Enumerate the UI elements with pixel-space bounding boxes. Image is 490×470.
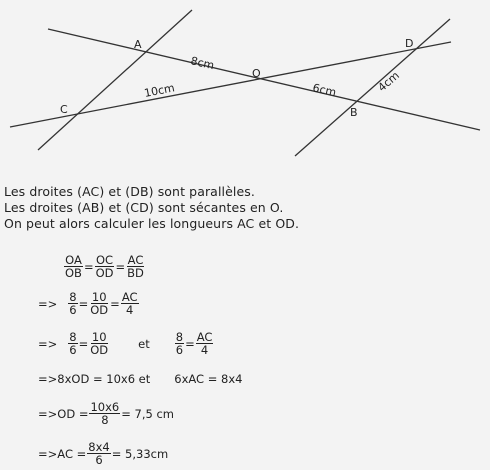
point-O-label: O (252, 67, 261, 80)
fraction: $\frac{OA}{OB}$ (65, 253, 82, 280)
fraction: $\frac{10}{OD}$ (90, 290, 109, 317)
fraction: $\frac{10x6}{8}$ (90, 400, 120, 427)
point-D-label: D (405, 37, 414, 50)
geometry-figure (0, 0, 490, 180)
fraction: $\frac{OC}{OD}$ (95, 253, 114, 280)
implies-arrow: => (38, 336, 58, 351)
line-AC (38, 10, 192, 150)
text-line-3: On peut alors calculer les longueurs AC et OD. (4, 216, 300, 231)
equation-OD-result: => OD = $\frac{10x6}{8}$ = 7,5 cm (38, 400, 175, 427)
equation-substitution: => $\frac{8}{6}$ = $\frac{10}{OD}$ = $\frac{AC}{4}$ (38, 290, 138, 317)
equation-split: => $\frac{8}{6}$ = $\frac{10}{OD}$ et $\frac{8}{6}$ = $\frac{AC}{4}$ (38, 330, 213, 357)
text-line-2: Les droites (AB) et (CD) sont sécantes en O. (4, 200, 284, 215)
fraction: $\frac{AC}{4}$ (121, 290, 138, 317)
line-AB (48, 29, 480, 130)
equation-cross-product: => 8xOD = 10x6 et 6xAC = 8x4 (38, 372, 243, 386)
implies-arrow: => (38, 372, 58, 386)
length-AO-label: 8cm (189, 54, 216, 73)
fraction: $\frac{AC}{BD}$ (127, 253, 144, 280)
point-A-label: A (134, 38, 142, 51)
point-B-label: B (350, 106, 358, 119)
length-CO-label: 10cm (143, 81, 176, 100)
equation-thales-ratios: $\frac{OA}{OB}$ = $\frac{OC}{OD}$ = $\frac{AC}{BD}$ (65, 253, 144, 280)
implies-arrow: => (38, 296, 58, 311)
fraction: $\frac{8}{6}$ (175, 330, 184, 357)
text-line-1: Les droites (AC) et (DB) sont parallèles. (4, 184, 255, 199)
fraction: $\frac{8x4}{6}$ (88, 440, 110, 467)
equation-AC-result: => AC = $\frac{8x4}{6}$ = 5,33cm (38, 440, 169, 467)
explanation-text (4, 184, 299, 232)
implies-arrow: => (38, 446, 58, 461)
fraction: $\frac{10}{OD}$ (90, 330, 109, 357)
point-C-label: C (60, 103, 68, 116)
fraction: $\frac{8}{6}$ (69, 330, 77, 357)
implies-arrow: => (38, 406, 58, 421)
length-BD-label: 4cm (375, 68, 402, 95)
length-OB-label: 6cm (311, 81, 338, 100)
fraction: $\frac{AC}{4}$ (196, 330, 213, 357)
fraction: $\frac{8}{6}$ (69, 290, 77, 317)
